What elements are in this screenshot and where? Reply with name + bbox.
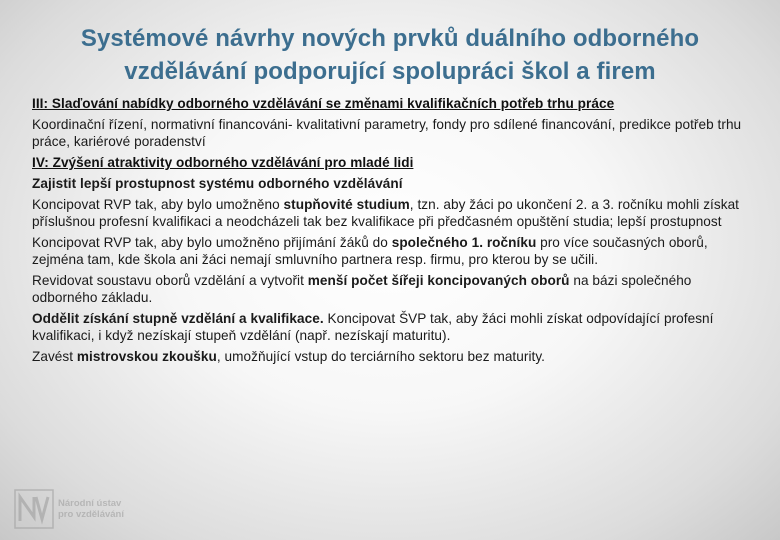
bold-heading-permeability: Zajistit lepší prostupnost systému odborného vzdělávání xyxy=(32,176,403,191)
text-run: , tzn. aby žáci po ukončení 2. a 3. ročníku mohli získat příslušnou profesní kvalifikaci a neodcházeli tak bez kvalifikace při předčasném opuštění studia; lepší prostupnost xyxy=(32,197,740,229)
paragraph-separate-degree xyxy=(32,310,754,344)
bold-run: společného 1. ročníku xyxy=(391,235,537,250)
text-run: , umožňující vstup do terciárního sektoru bez maturity. xyxy=(216,349,546,364)
text-run: pro více současných oborů, zejména tam, kde škola ani žáci nemají smluvního partnera resp. firmu, pro kterou by se učili. xyxy=(32,235,708,267)
paragraph-common-first-year xyxy=(32,234,754,268)
institution-logo xyxy=(14,488,124,530)
bold-run: mistrovskou zkoušku xyxy=(76,349,217,364)
paragraph-master-exam xyxy=(32,348,754,365)
logo-line-2: pro vzdělávání xyxy=(58,509,124,520)
text-run: na bázi společného odborného základu. xyxy=(32,273,692,305)
slide-title xyxy=(0,22,780,88)
section-heading-4: IV: Zvýšení atraktivity odborného vzdělávání pro mladé lidi xyxy=(32,155,414,170)
paragraph-coordination: Koordinační řízení, normativní financováni- kvalitativní parametry, fondy pro sdílené financování, predikce potřeb trhu práce, kariérové poradenství xyxy=(32,117,742,149)
paragraph-stepwise-study xyxy=(32,196,754,230)
text-run: Koncipovat ŠVP tak, aby žáci mohli získat odpovídající profesní kvalifikaci, i když nezískají stupeň vzdělání (např. nezískají maturitu). xyxy=(32,311,714,343)
text-run: Revidovat soustavu oborů vzdělání a vytvořit xyxy=(32,273,308,288)
text-run: Koncipovat RVP tak, aby bylo umožněno xyxy=(32,197,284,212)
title-line-2: vzdělávání podporující spolupráci škol a firem xyxy=(124,58,656,85)
bold-run: stupňovité studium xyxy=(283,197,410,212)
logo-line-1: Národní ústav xyxy=(58,498,122,509)
title-line-1: Systémové návrhy nových prvků duálního odborného xyxy=(80,25,700,52)
text-run: Zavést xyxy=(32,349,77,364)
bold-run: menší počet šířeji koncipovaných oborů xyxy=(307,273,570,288)
text-run: Koncipovat RVP tak, aby bylo umožněno přijímání žáků do xyxy=(32,235,392,250)
nuv-logo-icon xyxy=(14,489,54,529)
logo-text xyxy=(58,498,124,520)
section-heading-3: III: Slaďování nabídky odborného vzdělávání se změnami kvalifikačních potřeb trhu práce xyxy=(32,96,615,111)
paragraph-revise-fields xyxy=(32,272,754,306)
bold-run: Oddělit získání stupně vzdělání a kvalifikace. xyxy=(32,311,324,326)
slide-content xyxy=(32,95,754,369)
